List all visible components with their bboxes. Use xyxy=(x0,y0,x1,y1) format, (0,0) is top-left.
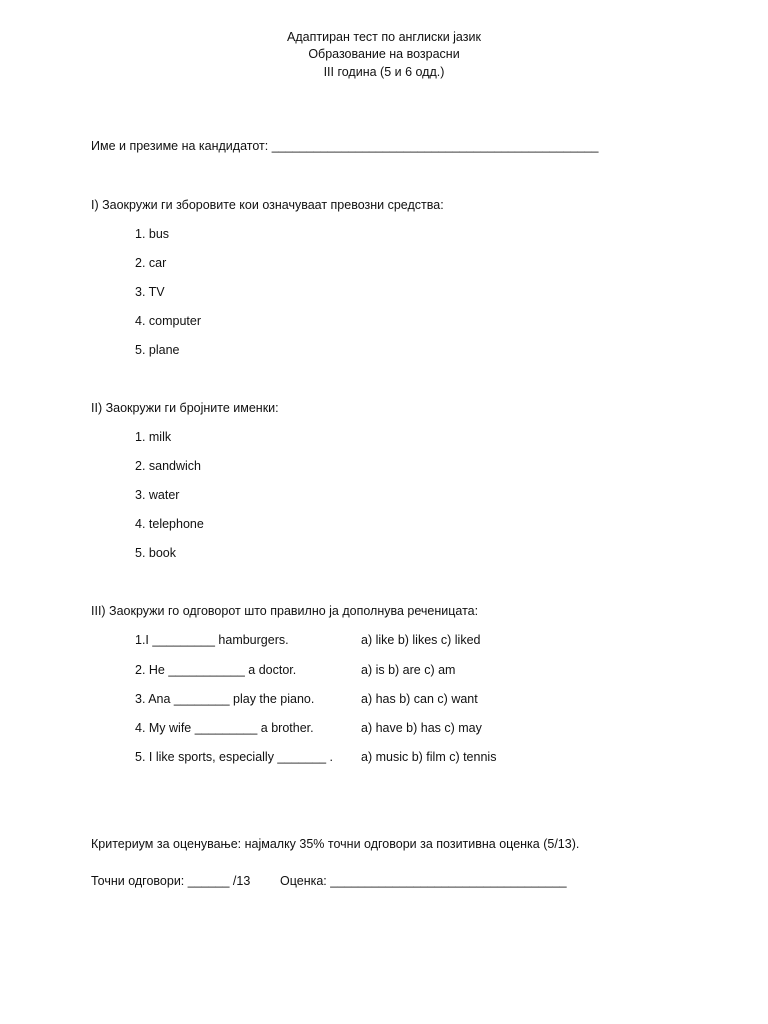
question-options: a) have b) has c) may xyxy=(361,721,482,735)
test-year-line: III година (5 и 6 одд.) xyxy=(323,65,445,79)
question-options: a) is b) are c) am xyxy=(361,663,456,677)
section-1-item: 4. computer xyxy=(135,314,202,328)
section-3-title: III) Заокружи го одговорот што правилно ја дополнува реченицата: xyxy=(91,604,479,618)
question-options: a) music b) film c) tennis xyxy=(361,750,497,764)
candidate-name-field: Име и презиме на кандидатот: _______________________________________________ xyxy=(91,139,599,153)
section-2-title: II) Заокружи ги бројните именки: xyxy=(91,401,279,415)
test-subtitle: Образование на возрасни xyxy=(308,47,460,61)
question-sentence: 4. My wife _________ a brother. xyxy=(135,721,314,735)
section-1-item: 3. TV xyxy=(135,285,165,299)
question-options: a) like b) likes c) liked xyxy=(361,633,481,647)
section-2-item: 5. book xyxy=(135,546,177,560)
section-2-item: 3. water xyxy=(135,488,180,502)
question-options: a) has b) can c) want xyxy=(361,692,478,706)
question-sentence: 1.I _________ hamburgers. xyxy=(135,633,289,647)
section-1-item: 2. car xyxy=(135,256,167,270)
question-sentence: 3. Ana ________ play the piano. xyxy=(135,692,315,706)
correct-answers-field: Точни одговори: ______ /13 xyxy=(91,874,251,888)
section-1-item: 5. plane xyxy=(135,343,180,357)
grading-criteria: Критериум за оценување: најмалку 35% точни одговори за позитивна оценка (5/13). xyxy=(91,837,580,851)
grade-field: Оценка: __________________________________ xyxy=(280,874,567,888)
section-1-item: 1. bus xyxy=(135,227,170,241)
section-2-item: 1. milk xyxy=(135,430,172,444)
section-1-title: I) Заокружи ги зборовите кои означуваат превозни средства: xyxy=(91,198,444,212)
test-title: Адаптиран тест по англиски јазик xyxy=(287,30,481,44)
section-2-item: 2. sandwich xyxy=(135,459,202,473)
section-2-item: 4. telephone xyxy=(135,517,204,531)
question-sentence: 2. He ___________ a doctor. xyxy=(135,663,297,677)
question-sentence: 5. I like sports, especially _______ . xyxy=(135,750,334,764)
